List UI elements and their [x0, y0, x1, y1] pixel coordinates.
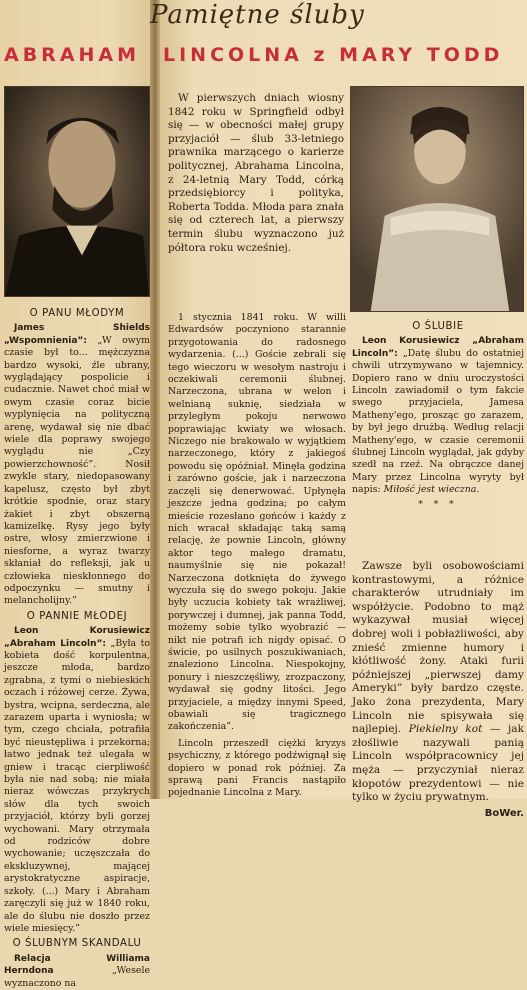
ring-inscription: Miłość jest wieczna.	[383, 484, 480, 496]
left-column	[4, 305, 151, 989]
page-spine	[150, 0, 160, 799]
byline-korusiewicz-1: Leon Korusiewicz „Abraham Lincoln”:	[4, 626, 150, 649]
text-scandal: 1 stycznia 1841 roku. W willi Edwardsów poczyniono starannie przygotowania do radosnego wydarzenia. (...) Goście zebrali się tego wieczoru w wesołym nastroju i oczekiwali ceremonii ślubnej. Narzeczona, ubrana w welon i welnianą suknię, siedziała w przyległym pokoju nerwowo poprawiając kwiaty we włosach. Niczego nie brakowało w wyjątkiem narzeczonego, który z jakiegoś powodu się opóźniał. Minęła godzina i zarówno goście, jak i narzeczona zaczęli się denerwować. Upłynęła jeszcze jedna godzina; po całym mieście rozesłano gońców i każdy z nich wracał składając taką samą relację, że pownie Lincoln, główny aktor tego małego dramatu, naumyślnie się nie pokazał! Narzeczona dotknięta do żywego wyczuła się do swego pokoju. Jakie były uczucia kobiety tak wrażliwej, porywczej i dumnej, jak panna Todd, możemy sobie tylko wyobrazić — nikt nie potrafi ich nigdy opisać. O świcie, po usilnych poszukiwaniach, znaleziono Lincolna. Niespokojny, ponury i nieszczęśliwy, zrozpaczony, wydawał się godny litości. Jego przyjaciele, a między innymi Speed, obawiali się tragicznego zakończenia”.	[168, 312, 346, 733]
text-wedding: „Datę ślubu do ostatniej chwili utrzymywano w tajemnicy. Dopiero rano w dniu uroczystości Lincoln zawiadomił o tym fakcie swego przyjaciela, Jamesa Matheny'ego, prosząc go zarazem, by był jego drużbą. Według relacji Matheny'ego, w czasie ceremonii ślubnej Lincoln wyglądał, jak gdyby szedł na rzeź. Na obrączce danej Mary przez Lincolna wyryty był napis:	[352, 347, 524, 496]
byline-shields: James Shields „Wspomnienia”:	[4, 323, 150, 346]
byline-korusiewicz-2: Leon Korusiewicz „Abraham Lincoln”:	[352, 336, 524, 359]
section-separator-stars: * * *	[418, 499, 458, 510]
text-groom: „W owym czasie był to... mężczyzna bardzo wysoki, źle ubrany, wyglądający pospolicie i cudacznie. Nawet choć miał w owym czasie coraz bicie wyplynięcia na polityczną arenę, wydawał się nie dbać wiele dla poprawy swojego wyglądu nie „Czy powierzchowność”. Nosił zwykle stary, niedopasowany kapelusz, często był zbyt krótkie spodnie, oraz stary żakiet i zbyt obszerną kamizelkę. Rysy jego były ostre, włosy zmierzwione i niesforne, a wyraz twarzy skłaniał do refleksji, jak u człowieka nieskłonnego do odpoczynku — smutny i melancholijny.”	[4, 334, 151, 607]
text-bride: „Była to kobieta dość korpulentna, jeszcze młoda, bardzo zgrabna, z tymi o niebieskich oczach i różowej cerze. Żywa, bystra, wcipna, serdeczna, ale zarazem uparta i wyniosła; w tym, czego chciała, potrafiła być nieustępliwa i przekorna; łatwo jednak też ulegała w gniew i tracąc cierpliwość była nie nad sobą; nie miała nieraz wówczas przykrych słów dla tych swoich przyjaciół, którzy byli gorzej wychowani. Mary otrzymała od rodziców dobre wychowanie; uczęszczała do ekskluzywnej, mającej arystokratyczne aspiracje, szkoły. (...) Mary i Abraham zaręczyli się już w 1840 roku, ale do ślubu nie doszło przez wiele miesięcy.”	[4, 637, 150, 934]
mary-todd-portrait-photo	[350, 86, 524, 312]
right-column-lower	[352, 560, 525, 819]
byline-herndon: Relacja Williama Herndona	[4, 953, 150, 977]
headline-right: LINCOLNA z MARY TODD	[163, 44, 504, 66]
lincoln-portrait-photo	[4, 86, 150, 297]
headline-left: ABRAHAM	[4, 44, 141, 66]
text-marriage: Zawsze byli osobowościami kontrastowymi, a różnice charakterów utrudniały im współżycie. Podobno to mąż wykazywał musiał więcej dobrej woli i pobłażliwości, aby znieść zmienne humory i kłótliwość żony. Ataki furii późniejszej „pierwszej damy Ameryki” były bardzo częste. Jako żona prezydenta, Mary Lincoln nie spisywała się najlepiej.	[352, 560, 524, 736]
nickname: Piekielny kot	[408, 723, 483, 736]
text-reconciliation: Lincoln przeszedł ciężki kryzys psychiczny, z którego podźwignął się dopiero w ponad rok później. Za sprawą pani Francis nastąpiło pojednanie Lincolna z Mary.	[168, 737, 346, 799]
intro-column	[168, 92, 344, 302]
author-signature: BoWer.	[484, 807, 524, 819]
section-heading-wedding: O ŚLUBIE	[412, 321, 464, 332]
right-column	[352, 318, 524, 558]
text-marriage-end: — jak złośliwie nazywali panią Lincoln współpracownicy jej męża — przyczyniał nieraz kłopotów prezydentowi — nie tylko w życiu prywatnym.	[352, 723, 525, 804]
section-heading-scandal: O ŚLUBNYM SKANDALU	[12, 938, 142, 950]
text-scandal-start: „Wesele wyznaczono na	[4, 965, 150, 989]
section-heading-groom: O PANU MŁODYM	[29, 308, 125, 319]
intro-paragraph: W pierwszych dniach wiosny 1842 roku w Springfield odbył się — w obecności małej grupy przyjaciół — ślub 33-letniego prawnika marzącego o karierze politycznej, Abrahama Lincolna, z 24-letnią Mary Todd, córką przedsiębiorcy i polityka, Roberta Todda. Młoda para znała się od czterech lat, a pierwszy termin ślubu wyznaczono już półtora roku wcześniej.	[168, 92, 344, 254]
section-script-title: Pamiętne śluby	[150, 0, 365, 30]
section-heading-bride: O PANNIE MŁODEJ	[26, 610, 128, 622]
middle-column	[168, 312, 346, 798]
